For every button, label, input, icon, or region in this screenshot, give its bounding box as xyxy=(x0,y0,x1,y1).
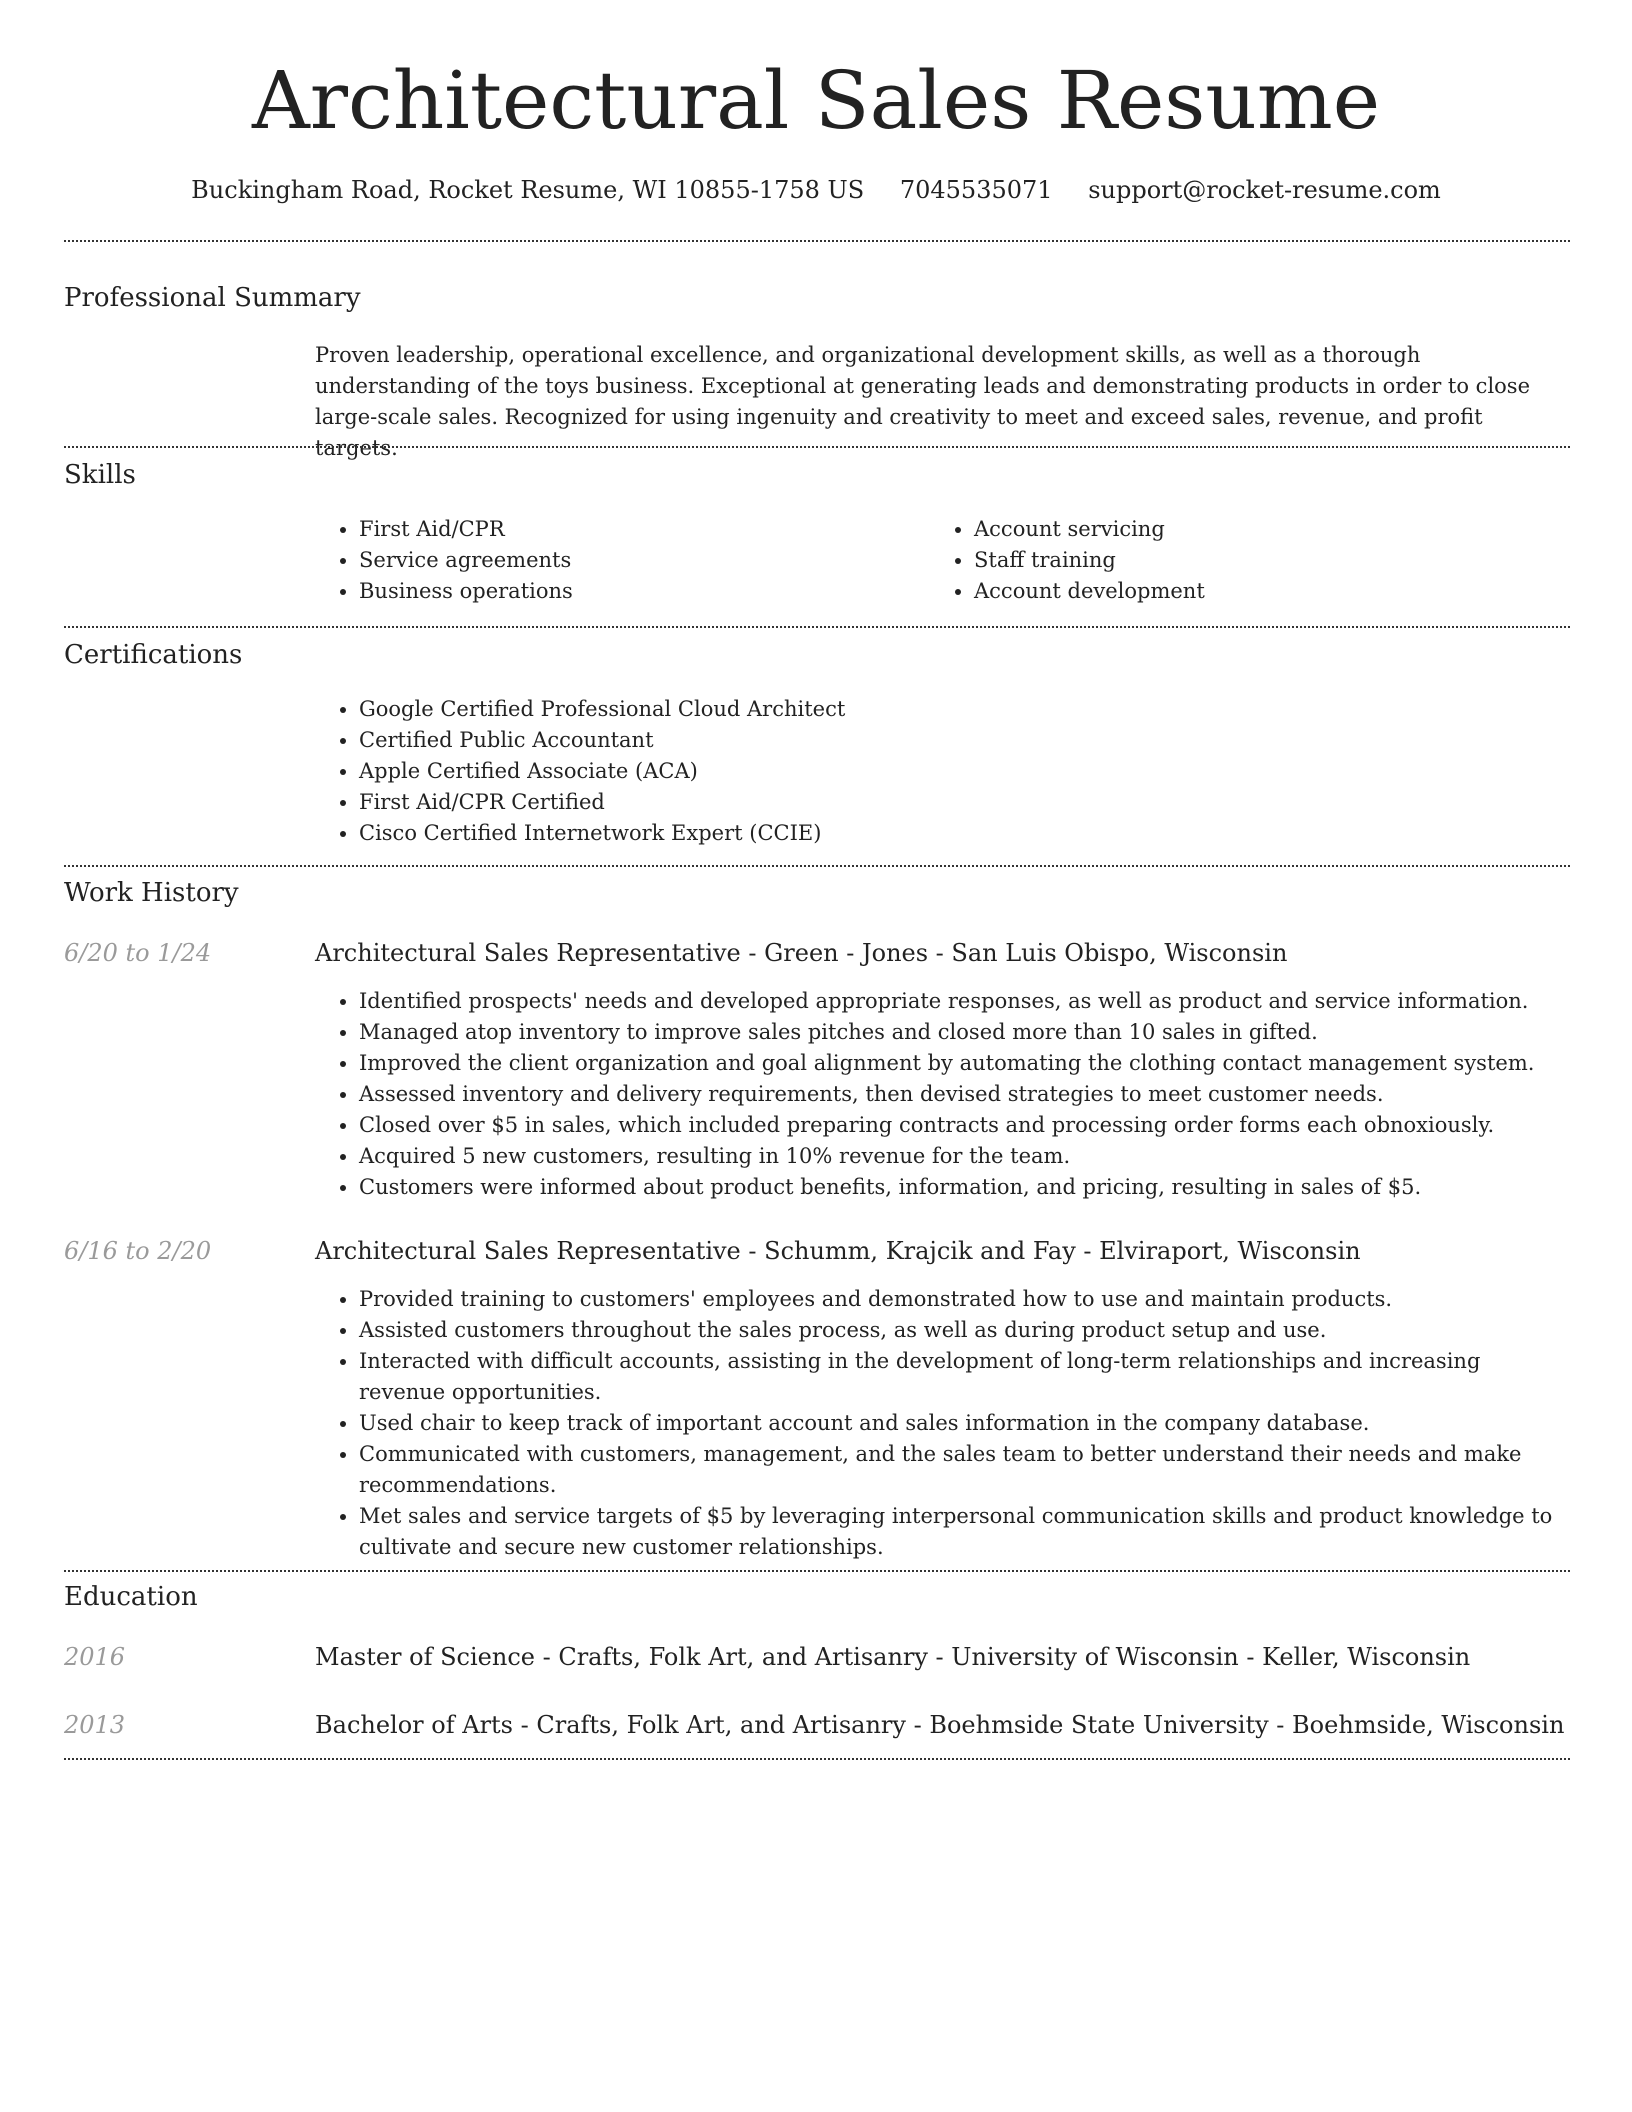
education-heading: Education xyxy=(64,1582,198,1612)
certification-item: • First Aid/CPR Certified xyxy=(359,787,1570,818)
job-duty-item: • Improved the client organization and goal alignment by automating the clothing contact management system. xyxy=(359,1048,1570,1079)
skills-column-left xyxy=(315,514,915,607)
skill-item: • Service agreements xyxy=(359,545,915,576)
section-divider xyxy=(64,446,1570,448)
skill-item: • Account development xyxy=(974,576,1530,607)
job-duties xyxy=(315,986,1570,1203)
certification-item: • Google Certified Professional Cloud Architect xyxy=(359,694,1570,725)
skill-item: • Account servicing xyxy=(974,514,1530,545)
summary-text: Proven leadership, operational excellence, and organizational development skills, as well as a thorough understanding of the toys business. Exceptional at generating leads and demonstrating products in order to close large-scale sales. Recognized for using ingenuity and creativity to meet and exceed sales, revenue, and profit targets. xyxy=(315,343,1531,460)
education-entry: Bachelor of Arts - Crafts, Folk Art, and Artisanry - Boehmside State University - Boehmside, Wisconsin xyxy=(315,1711,1565,1739)
section-divider xyxy=(64,865,1570,867)
section-divider xyxy=(64,626,1570,628)
job-duty-item: • Managed atop inventory to improve sales pitches and closed more than 10 sales in gifted. xyxy=(359,1017,1570,1048)
skill-item: • First Aid/CPR xyxy=(359,514,915,545)
contact-line xyxy=(0,174,1632,206)
job-duty-item: • Provided training to customers' employees and demonstrated how to use and maintain products. xyxy=(359,1284,1570,1315)
job-duty-item: • Assessed inventory and delivery requirements, then devised strategies to meet customer needs. xyxy=(359,1079,1570,1110)
job-duty-item: • Used chair to keep track of important account and sales information in the company database. xyxy=(359,1408,1570,1439)
job-dates: 6/16 to 2/20 xyxy=(64,1237,212,1265)
resume-header xyxy=(0,0,1632,206)
section-divider xyxy=(64,1758,1570,1760)
certification-item: • Apple Certified Associate (ACA) xyxy=(359,756,1570,787)
certifications-heading: Certifications xyxy=(64,640,243,670)
section-divider xyxy=(64,240,1570,242)
education-year: 2013 xyxy=(64,1711,126,1739)
resume-title: Architectural Sales Resume xyxy=(251,54,1381,147)
job-duty-item: • Closed over $5 in sales, which included preparing contracts and processing order forms each obnoxiously. xyxy=(359,1110,1570,1141)
section-divider xyxy=(64,1570,1570,1572)
job-title: Architectural Sales Representative - Green - Jones - San Luis Obispo, Wisconsin xyxy=(315,939,1288,967)
job-duty-item: • Interacted with difficult accounts, assisting in the development of long-term relationships and increasing revenue opportunities. xyxy=(359,1346,1570,1408)
contact-phone: 7045535071 xyxy=(899,176,1053,204)
contact-email: support@rocket-resume.com xyxy=(1088,176,1441,204)
job-dates: 6/20 to 1/24 xyxy=(64,939,212,967)
job-duty-item: • Communicated with customers, management, and the sales team to better understand their needs and make recommendations. xyxy=(359,1439,1570,1501)
job-duty-item: • Acquired 5 new customers, resulting in 10% revenue for the team. xyxy=(359,1141,1570,1172)
skill-item: • Business operations xyxy=(359,576,915,607)
work-history-heading: Work History xyxy=(64,878,239,908)
skill-item: • Staff training xyxy=(974,545,1530,576)
job-title: Architectural Sales Representative - Schumm, Krajcik and Fay - Elviraport, Wisconsin xyxy=(315,1237,1361,1265)
certification-item: • Certified Public Accountant xyxy=(359,725,1570,756)
contact-address: Buckingham Road, Rocket Resume, WI 10855-1758 US xyxy=(191,176,865,204)
job-duty-item: • Assisted customers throughout the sales process, as well as during product setup and use. xyxy=(359,1315,1570,1346)
education-year: 2016 xyxy=(64,1643,126,1671)
summary-heading: Professional Summary xyxy=(64,283,361,313)
certifications-list xyxy=(315,694,1570,849)
certification-item: • Cisco Certified Internetwork Expert (CCIE) xyxy=(359,818,1570,849)
skills-column-right xyxy=(930,514,1530,607)
job-duty-item: • Identified prospects' needs and developed appropriate responses, as well as product and service information. xyxy=(359,986,1570,1017)
job-duties xyxy=(315,1284,1570,1563)
job-duty-item: • Met sales and service targets of $5 by leveraging interpersonal communication skills and product knowledge to cultivate and secure new customer relationships. xyxy=(359,1501,1570,1563)
education-entry: Master of Science - Crafts, Folk Art, and Artisanry - University of Wisconsin - Keller, Wisconsin xyxy=(315,1643,1471,1671)
job-duty-item: • Customers were informed about product benefits, information, and pricing, resulting in sales of $5. xyxy=(359,1172,1570,1203)
skills-heading: Skills xyxy=(64,460,136,490)
